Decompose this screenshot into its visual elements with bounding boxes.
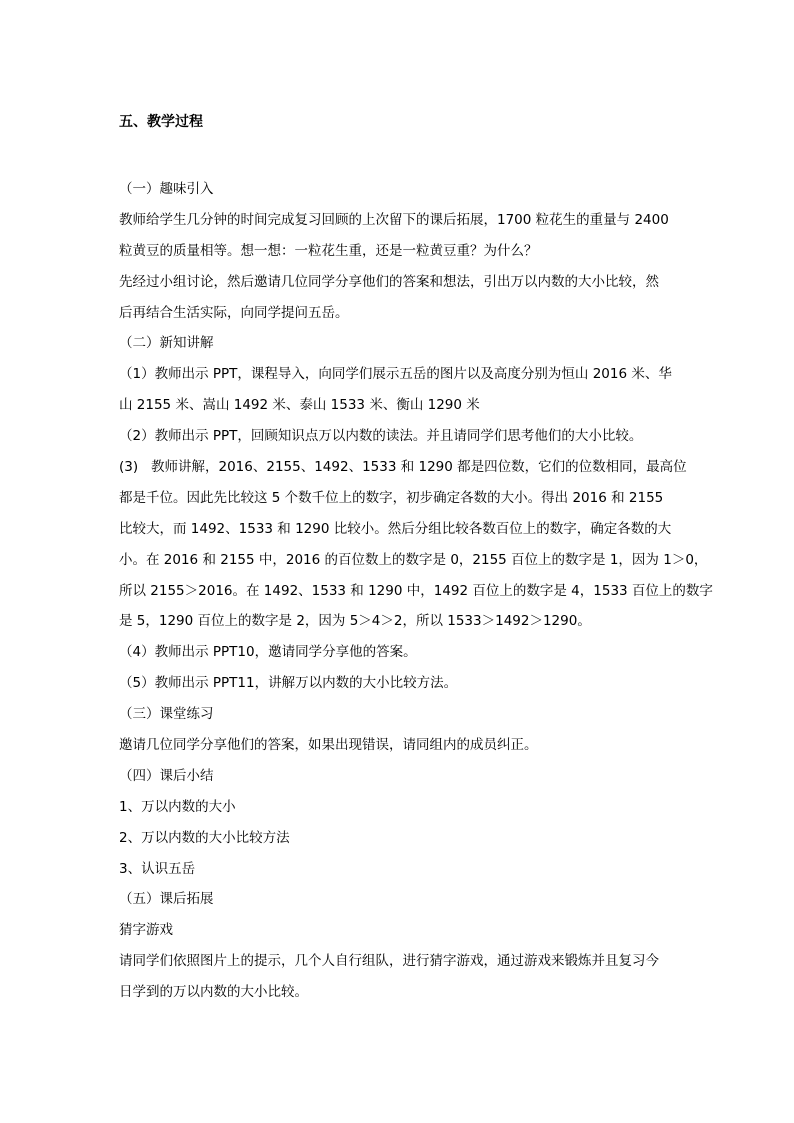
subsection-heading-2: （二）新知讲解 [119, 335, 214, 352]
section-title: 五、教学过程 [119, 114, 203, 130]
paragraph-line: 是 5，1290 百位上的数字是 2，因为 5＞4＞2，所以 1533＞1492＞1290。 [119, 613, 591, 630]
paragraph-line: 粒黄豆的质量相等。想一想：一粒花生重，还是一粒黄豆重？为什么？ [119, 242, 538, 259]
paragraph-line-item-3 [119, 452, 687, 483]
paragraph-line: 先经过小组讨论，然后邀请几位同学分享他们的答案和想法，引出万以内数的大小比较，然 [119, 273, 659, 290]
list-item: 3、认识五岳 [119, 860, 196, 877]
list-item: 2、万以内数的大小比较方法 [119, 829, 290, 846]
document-body [119, 174, 713, 1008]
paragraph-line: 教师给学生几分钟的时间完成复习回顾的上次留下的课后拓展，1700 粒花生的重量与 2400 [119, 211, 669, 228]
paragraph-line: 所以 2155＞2016。在 1492、1533 和 1290 中，1492 百位上的数字是 4，1533 百位上的数字 [119, 582, 713, 599]
subsection-heading-3: （三）课堂练习 [119, 706, 214, 723]
paragraph-line: 日学到的万以内数的大小比较。 [119, 984, 308, 1001]
paragraph-line: 小。在 2016 和 2155 中，2016 的百位数上的数字是 0，2155 百位上的数字是 1，因为 1＞0， [119, 551, 708, 568]
paragraph-line: 比较大，而 1492、1533 和 1290 比较小。然后分组比较各数百位上的数字，确定各数的大 [119, 520, 672, 537]
paragraph-line: （2）教师出示 PPT，回顾知识点万以内数的读法。并且请同学们思考他们的大小比较。 [119, 428, 643, 445]
paragraph-line: 山 2155 米、嵩山 1492 米、泰山 1533 米、衡山 1290 米 [119, 397, 480, 414]
paragraph-line: 邀请几位同学分享他们的答案，如果出现错误，请同组内的成员纠正。 [119, 737, 538, 754]
activity-title: 猜字游戏 [119, 922, 173, 939]
list-item: 1、万以内数的大小 [119, 798, 236, 815]
paragraph-line: （4）教师出示 PPT10，邀请同学分享他的答案。 [119, 644, 417, 661]
item-text: 教师讲解，2016、2155、1492、1533 和 1290 都是四位数，它们的位数相同，最高位 [151, 459, 687, 476]
paragraph-line: （1）教师出示 PPT，课程导入，向同学们展示五岳的图片以及高度分别为恒山 2016 米、华 [119, 366, 672, 383]
subsection-heading-5: （五）课后拓展 [119, 891, 214, 908]
item-number: (3) [119, 459, 139, 476]
subsection-heading-4: （四）课后小结 [119, 767, 214, 784]
paragraph-line: （5）教师出示 PPT11，讲解万以内数的大小比较方法。 [119, 675, 458, 692]
paragraph-line: 请同学们依照图片上的提示，几个人自行组队，进行猜字游戏，通过游戏来锻炼并且复习今 [119, 953, 659, 970]
paragraph-line: 都是千位。因此先比较这 5 个数千位上的数字，初步确定各数的大小。得出 2016 和 2155 [119, 489, 664, 506]
paragraph-line: 后再结合生活实际，向同学提问五岳。 [119, 304, 349, 321]
subsection-heading-1: （一）趣味引入 [119, 181, 214, 197]
